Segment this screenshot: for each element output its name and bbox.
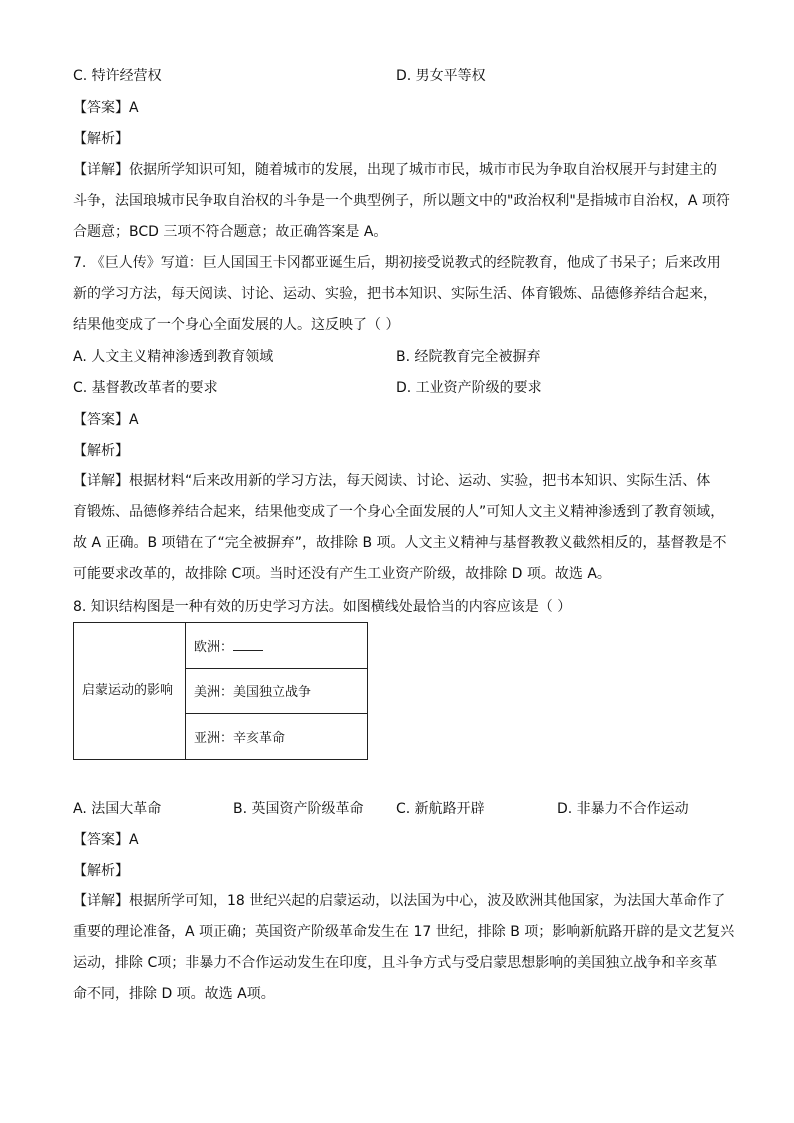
q6-detail-line: 斗争，法国琅城市民争取自治权的斗争是一个典型例子，所以题文中的"政治权利"是指城市自治权，A 项符 [73, 193, 730, 209]
q8-detail-line: 命不同，排除 D 项。故选 A项。 [73, 986, 275, 1002]
q7-stem-line: 新的学习方法，每天阅读、讨论、运动、实验，把书本知识、实际生活、体育锻炼、品德修养结合起来， [73, 286, 717, 302]
q7-option-a: A. 人文主义精神渗透到教育领域 [73, 349, 274, 365]
q8-option-b: B. 英国资产阶级革命 [233, 801, 364, 817]
q8-analysis-label: 【解析】 [73, 863, 129, 879]
q8-detail-line: 重要的理论准备，A 项正确；英国资产阶级革命发生在 17 世纪，排除 B 项；影响新航路开辟的是文艺复兴 [73, 924, 735, 940]
q6-option-c: C. 特许经营权 [73, 68, 162, 84]
asia-label: 亚洲：辛亥革命 [194, 731, 286, 747]
table-head-cell [74, 623, 186, 760]
q6-detail-line: 【详解】依据所学知识可知，随着城市的发展，出现了城市市民，城市市民为争取自治权展开与封建主的 [73, 162, 717, 178]
q8-stem: 8. 知识结构图是一种有效的历史学习方法。如图横线处最恰当的内容应该是（ ） [73, 599, 572, 615]
q8-option-a: A. 法国大革命 [73, 801, 162, 817]
table-cell-america [186, 668, 368, 714]
q7-stem [73, 248, 723, 341]
europe-label: 欧洲： [194, 639, 234, 655]
q7-stem-line: 7. 《巨人传》写道：巨人国国王卡冈都亚诞生后，期初接受说教式的经院教育，他成了书呆子；后来改用 [73, 255, 721, 271]
q8-detail-line: 运动，排除 C项；非暴力不合作运动发生在印度，且斗争方式与受启蒙思想影响的美国独立战争和辛亥革 [73, 955, 718, 971]
q6-answer: 【答案】A [73, 100, 139, 116]
q7-option-c: C. 基督教改革者的要求 [73, 380, 218, 396]
knowledge-structure-table [73, 622, 368, 760]
q6-option-d: D. 男女平等权 [396, 68, 486, 84]
q7-detail [73, 466, 727, 590]
q7-stem-line: 结果他变成了一个身心全面发展的人。这反映了（ ） [73, 317, 400, 333]
q7-option-d: D. 工业资产阶级的要求 [396, 380, 542, 396]
table-cell-europe [186, 623, 368, 669]
q8-answer: 【答案】A [73, 832, 139, 848]
table-cell-asia [186, 714, 368, 760]
q6-analysis-label: 【解析】 [73, 131, 129, 147]
q7-analysis-label: 【解析】 [73, 443, 129, 459]
q7-answer: 【答案】A [73, 412, 139, 428]
q8-option-c: C. 新航路开辟 [396, 801, 485, 817]
q6-detail [73, 155, 730, 248]
q7-detail-line: 【详解】根据材料“后来改用新的学习方法，每天阅读、讨论、运动、实验，把书本知识、实际生活、体 [73, 473, 711, 489]
q8-option-d: D. 非暴力不合作运动 [557, 801, 689, 817]
q7-detail-line: 可能要求改革的，故排除 C项。当时还没有产生工业资产阶级，故排除 D 项。故选 A。 [73, 566, 611, 582]
q8-detail-line: 【详解】根据所学可知，18 世纪兴起的启蒙运动，以法国为中心，波及欧洲其他国家，为法国大革命作了 [73, 893, 726, 909]
table-head-text: 启蒙运动的影响 [82, 683, 174, 698]
q6-detail-line: 合题意；BCD 三项不符合题意；故正确答案是 A。 [73, 224, 388, 240]
q8-detail [73, 886, 735, 1010]
q7-detail-line: 育锻炼、品德修养结合起来，结果他变成了一个身心全面发展的人”可知人文主义精神渗透到了教育领域， [73, 504, 725, 520]
q7-option-b: B. 经院教育完全被摒弃 [396, 349, 541, 365]
america-label: 美洲：美国独立战争 [194, 685, 312, 701]
fill-blank [233, 638, 263, 651]
q7-detail-line: 故 A 正确。B 项错在了“完全被摒弃”，故排除 B 项。人文主义精神与基督教教义截然相反的，基督教是不 [73, 535, 727, 551]
